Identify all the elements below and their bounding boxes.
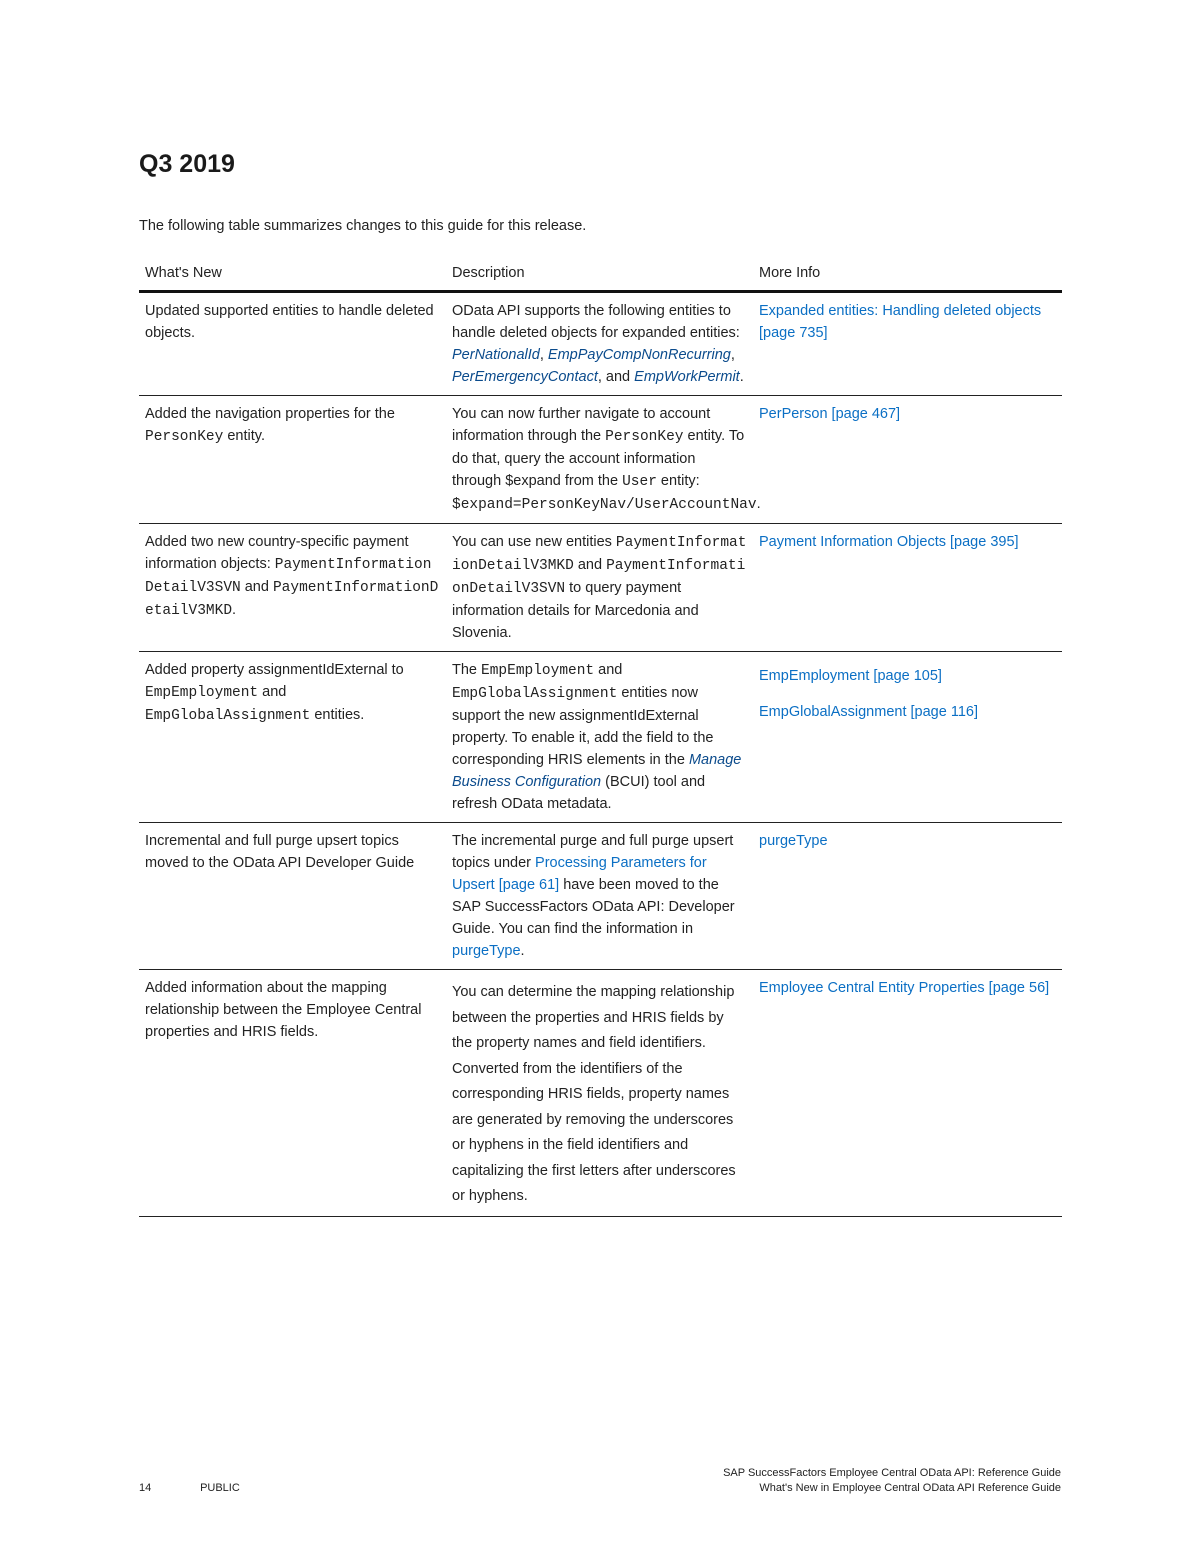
description-text: have been moved to the SAP SuccessFactors OData API: Developer Guide. You can find the information in — [452, 877, 735, 937]
code-text: PaymentInformationDetailV3SVN — [452, 558, 746, 597]
description-text: . — [756, 496, 761, 512]
more-info-link[interactable]: EmpGlobalAssignment [page 116] — [759, 704, 978, 720]
description-text: entities now support the new assignmentIdExternal property. To enable it, add the field to the corresponding HRIS elements in the — [452, 685, 714, 768]
whats-new-text: and — [258, 684, 287, 700]
whats-new-cell — [139, 396, 446, 524]
description-cell — [446, 396, 761, 524]
more-info-link[interactable]: PerPerson [page 467] — [759, 406, 901, 422]
more-info-cell — [753, 292, 1062, 396]
description-text: to query payment information details for Marcedonia and Slovenia. — [452, 580, 699, 641]
whats-new-text: Added the navigation properties for the — [145, 406, 395, 422]
description-text: . — [739, 369, 744, 385]
table-header-row — [139, 252, 1062, 292]
code-text: User — [622, 474, 657, 490]
whats-new-text: Incremental and full purge upsert topics moved to the OData API Developer Guide — [145, 833, 415, 871]
whats-new-text: entities. — [310, 707, 365, 723]
more-info-cell — [753, 524, 1062, 652]
table-row — [139, 652, 1062, 823]
code-text: EmpEmployment — [481, 663, 595, 679]
column-header-more-info: More Info — [753, 252, 1062, 292]
column-header-whats-new: What's New — [139, 252, 446, 292]
whats-new-text: Added two new country-specific payment information objects: — [145, 534, 409, 572]
table-row — [139, 823, 1062, 970]
description-cell — [446, 652, 753, 823]
description-cell — [446, 970, 753, 1217]
table-row — [139, 970, 1062, 1217]
description-text: OData API supports the following entities to handle deleted objects for expanded entities: — [452, 303, 740, 341]
description-text: You can now further navigate to account information through the — [452, 406, 711, 444]
more-info-link[interactable]: purgeType — [759, 833, 828, 849]
description-text: The — [452, 662, 482, 678]
code-text: PaymentInformationDetailV3MKD — [145, 580, 439, 619]
column-header-description: Description — [446, 252, 753, 292]
description-text: You can determine the mapping relationship between the properties and HRIS fields by the property names and field identifiers. Converted from the identifiers of the corresponding HRIS fields, property names are generated by removing the underscores or hyphens in the field identifiers and capitalizing the first letters after underscores or hyphens. — [452, 984, 736, 1204]
purgetype-link[interactable]: purgeType — [452, 943, 521, 959]
whats-new-cell — [139, 524, 446, 652]
more-info-cell — [753, 823, 1062, 970]
entity-link-peremergencycontact[interactable]: PerEmergencyContact — [452, 369, 598, 385]
page-title: Q3 2019 — [139, 150, 235, 178]
more-info-cell — [753, 970, 1062, 1217]
whats-new-text: Updated supported entities to handle deleted objects. — [145, 303, 434, 341]
more-info-cell — [753, 396, 1062, 524]
whats-new-cell — [139, 970, 446, 1217]
description-cell — [446, 524, 753, 652]
manage-business-configuration-link[interactable]: Manage Business Configuration — [452, 752, 742, 790]
table-row — [139, 396, 1062, 524]
whats-new-text: . — [232, 602, 237, 618]
description-cell — [446, 292, 753, 396]
more-info-link[interactable]: Expanded entities: Handling deleted objects [page 735] — [759, 303, 1042, 341]
description-text: , — [539, 347, 548, 363]
description-text: and — [594, 662, 623, 678]
whats-new-cell — [139, 823, 446, 970]
code-text: PaymentInformationDetailV3MKD — [452, 535, 747, 574]
code-text: EmpEmployment — [145, 685, 259, 701]
section-title: What's New in Employee Central OData API Reference Guide — [759, 1482, 1061, 1494]
more-info-cell — [753, 652, 1062, 823]
whats-new-text: and — [240, 579, 273, 595]
description-text: . — [520, 943, 525, 959]
entity-link-empworkpermit[interactable]: EmpWorkPermit — [634, 369, 740, 385]
description-text: entity. To do that, query the account information through $expand from the — [452, 428, 745, 489]
code-text: PersonKey — [605, 429, 684, 445]
whats-new-text: Added property assignmentIdExternal to — [145, 662, 404, 678]
footer-left — [139, 1482, 240, 1494]
description-text: You can use new entities — [452, 534, 616, 550]
whats-new-text: Added information about the mapping relationship between the Employee Central properties and HRIS fields. — [145, 980, 422, 1040]
code-text: EmpGlobalAssignment — [452, 686, 618, 702]
whats-new-cell — [139, 652, 446, 823]
intro-text: The following table summarizes changes to this guide for this release. — [139, 218, 587, 234]
description-cell — [446, 823, 753, 970]
table-row — [139, 524, 1062, 652]
code-text: EmpGlobalAssignment — [145, 708, 311, 724]
description-text: and — [573, 557, 607, 573]
table-row — [139, 292, 1062, 396]
code-text: PaymentInformationDetailV3SVN — [145, 557, 432, 596]
processing-parameters-link[interactable]: Processing Parameters for Upsert [page 61] — [452, 855, 707, 893]
description-text: (BCUI) tool and refresh OData metadata. — [452, 774, 706, 812]
classification-label: PUBLIC — [200, 1482, 240, 1494]
code-text: $expand=PersonKeyNav/UserAccountNav — [452, 497, 757, 513]
footer-right — [723, 1466, 1061, 1496]
description-text: , — [730, 347, 735, 363]
entity-link-pernationalid[interactable]: PerNationalId — [452, 347, 540, 363]
more-info-link[interactable]: EmpEmployment [page 105] — [759, 668, 942, 684]
page-number: 14 — [139, 1482, 152, 1494]
description-text: , and — [597, 369, 635, 385]
whats-new-text: entity. — [223, 428, 265, 444]
whats-new-cell — [139, 292, 446, 396]
description-text: entity: — [656, 473, 700, 489]
description-text: The incremental purge and full purge upsert topics under — [452, 833, 734, 871]
code-text: PersonKey — [145, 429, 224, 445]
entity-link-emppaycompnonrecurring[interactable]: EmpPayCompNonRecurring — [547, 347, 731, 363]
guide-title: SAP SuccessFactors Employee Central OData API: Reference Guide — [723, 1467, 1061, 1479]
more-info-link[interactable]: Employee Central Entity Properties [page 56] — [759, 980, 1050, 996]
changes-table — [139, 252, 1062, 1217]
more-info-link[interactable]: Payment Information Objects [page 395] — [759, 534, 1019, 550]
